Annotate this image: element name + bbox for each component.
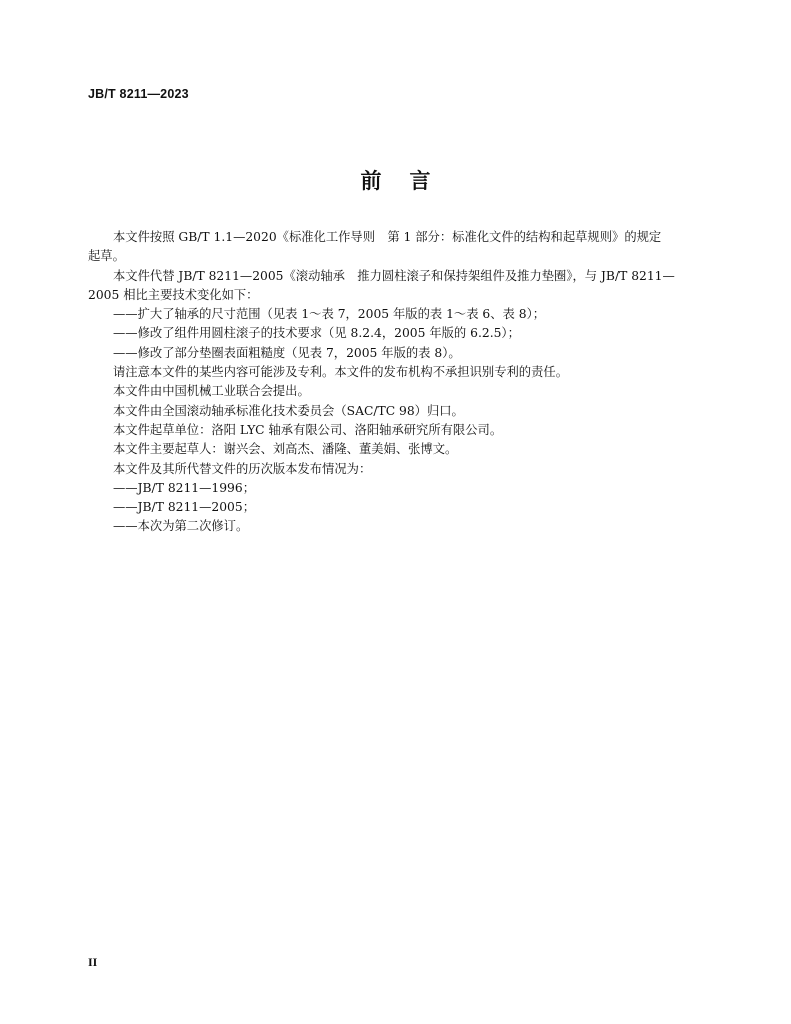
change-item-1: ——扩大了轴承的尺寸范围（见表 1～表 7，2005 年版的表 1～表 6、表 8）； [113, 307, 546, 322]
change-item-2: ——修改了组件用圆柱滚子的技术要求（见 8.2.4，2005 年版的 6.2.5）； [113, 326, 520, 341]
paragraph-replaces: 本文件代替 JB/T 8211—2005《滚动轴承 推力圆柱滚子和保持架组件及推力垫圈》，与 JB/T 8211— [113, 268, 675, 283]
page-title [0, 165, 791, 195]
paragraph-main-drafters: 本文件主要起草人：谢兴会、刘高杰、潘隆、董美娟、张博文。 [113, 442, 458, 457]
paragraph-version-history: 本文件及其所代替文件的历次版本发布情况为： [113, 461, 372, 476]
page-number: II [88, 955, 98, 969]
history-item-2005: ——JB/T 8211—2005； [113, 500, 255, 515]
history-item-1996: ——JB/T 8211—1996； [113, 480, 255, 495]
history-item-current: ——本次为第二次修订。 [113, 519, 249, 534]
paragraph-drafting-organizations: 本文件起草单位：洛阳 LYC 轴承有限公司、洛阳轴承研究所有限公司。 [113, 422, 503, 437]
title-char-2: 言 [409, 169, 431, 193]
paragraph-proposed-by: 本文件由中国机械工业联合会提出。 [113, 384, 310, 399]
title-char-1: 前 [360, 169, 382, 193]
paragraph-replaces-cont: 2005 相比主要技术变化如下： [88, 287, 259, 302]
standard-number: JB/T 8211—2023 [88, 87, 189, 101]
paragraph-patent-notice: 请注意本文件的某些内容可能涉及专利。本文件的发布机构不承担识别专利的责任。 [113, 365, 568, 380]
foreword-body [88, 228, 675, 537]
paragraph-drafting-rules-cont: 起草。 [88, 249, 125, 264]
paragraph-drafting-rules: 本文件按照 GB/T 1.1—2020《标准化工作导则 第 1 部分：标准化文件的结构和起草规则》的规定 [113, 230, 662, 244]
paragraph-under-jurisdiction: 本文件由全国滚动轴承标准化技术委员会（SAC/TC 98）归口。 [113, 403, 464, 418]
change-item-3: ——修改了部分垫圈表面粗糙度（见表 7，2005 年版的表 8）。 [113, 345, 461, 360]
